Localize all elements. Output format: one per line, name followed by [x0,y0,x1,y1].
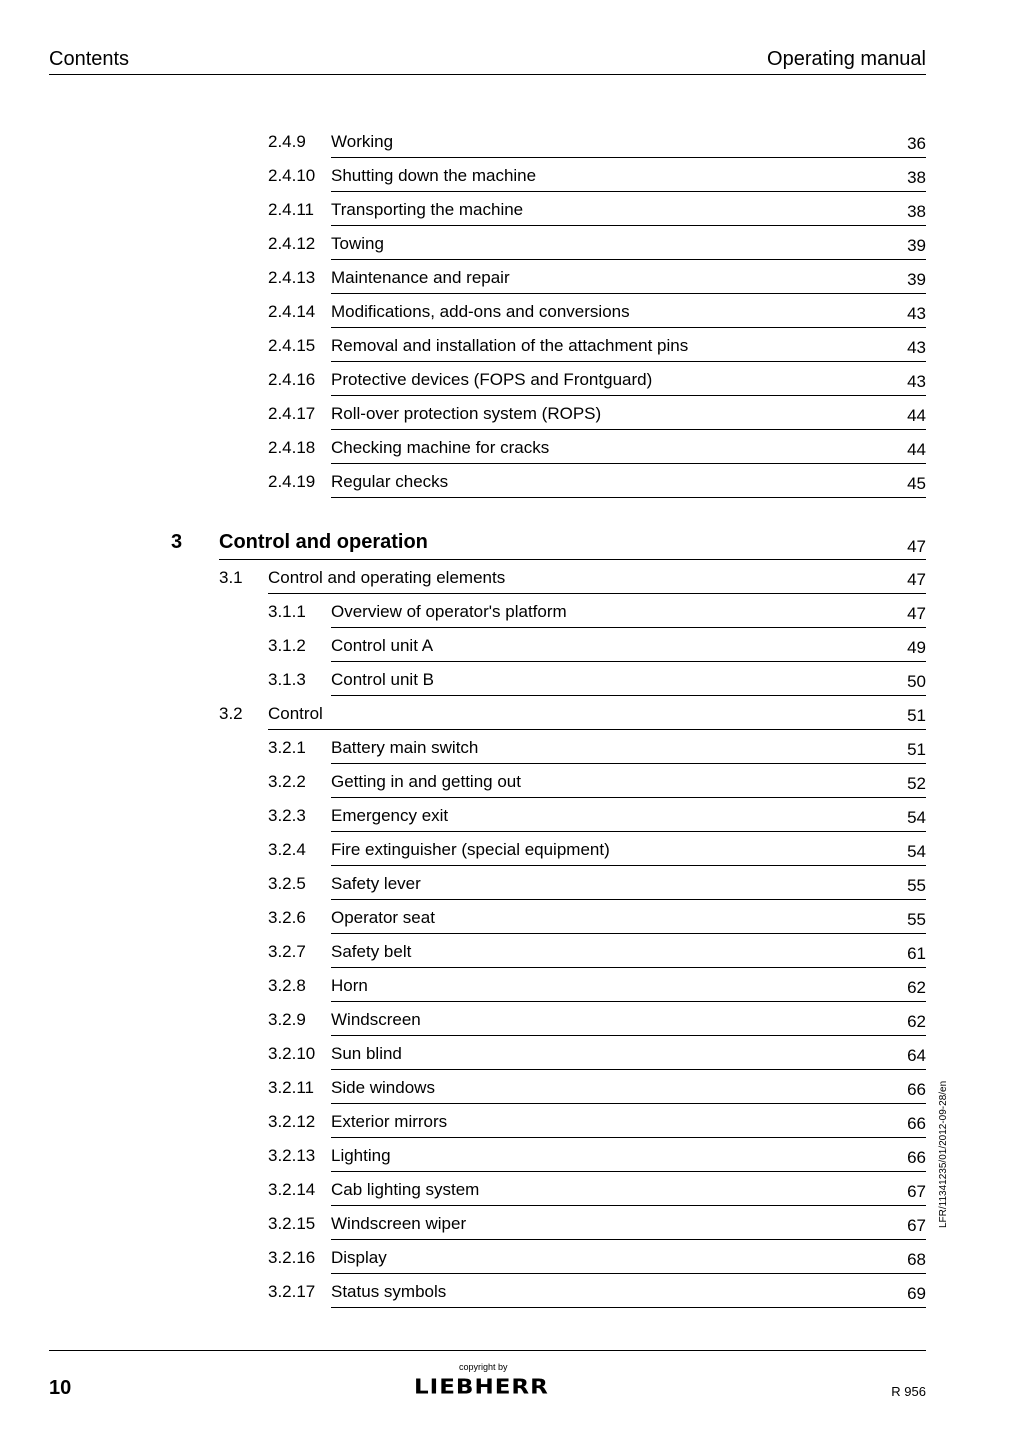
toc-entry-number: 2.4.18 [268,438,316,457]
toc-entry-number: 3.2.12 [268,1112,316,1131]
toc-entry[interactable] [268,602,926,636]
toc-entry[interactable] [268,370,926,404]
liebherr-logo: LIEBHERR [414,1375,549,1399]
header-section-title: Contents [49,48,130,70]
toc-entry-page: 62 [907,978,926,997]
toc-entry-page: 36 [907,134,926,153]
toc-entry-page: 55 [907,910,926,929]
toc-entry-number: 3.2.9 [268,1010,306,1029]
toc-entry-title: Safety belt [331,942,412,961]
toc-entry-number: 3.2.3 [268,806,306,825]
toc-entry-page: 54 [907,808,926,827]
toc-entry-title: Protective devices (FOPS and Frontguard) [331,370,653,389]
toc-entry[interactable] [268,1044,926,1078]
toc-entry-page: 66 [907,1080,926,1099]
toc-entry-line [331,200,926,226]
toc-entry-title: Operator seat [331,908,435,927]
toc-entry[interactable] [268,1078,926,1112]
toc-entry-number: 3.1 [219,568,243,587]
toc-entry-number: 3.2.15 [268,1214,316,1233]
toc-entry-page: 39 [907,236,926,255]
toc-entry-line [331,908,926,934]
toc-entry-page: 69 [907,1284,926,1303]
toc-entry-number: 3 [171,531,183,553]
toc-entry-title: Lighting [331,1146,391,1165]
toc-entry[interactable] [268,738,926,772]
toc-entry-line [331,370,926,396]
toc-entry-title: Battery main switch [331,738,479,757]
toc-entry-title: Display [331,1248,387,1267]
toc-entry-line [331,404,926,430]
toc-entry-page: 43 [907,372,926,391]
toc-entry-title: Control and operation [219,531,428,553]
toc-entry-number: 3.2.16 [268,1248,316,1267]
toc-entry[interactable] [268,234,926,268]
toc-entry-title: Exterior mirrors [331,1112,448,1131]
toc-entry-line [331,976,926,1002]
toc-entry-number: 2.4.16 [268,370,316,389]
toc-entry[interactable] [219,704,926,738]
toc-entry-page: 67 [907,1216,926,1235]
toc-entry-title: Control [268,704,323,723]
toc-entry[interactable] [268,1180,926,1214]
toc-entry-number: 3.2 [219,704,243,723]
toc-entry[interactable] [219,568,926,602]
toc-entry[interactable] [268,806,926,840]
toc-entry-title: Towing [331,234,384,253]
toc-entry-number: 3.2.17 [268,1282,316,1301]
toc-entry-page: 54 [907,842,926,861]
toc-entry-number: 2.4.14 [268,302,316,321]
toc-entry-page: 43 [907,338,926,357]
toc-entry-line [331,1010,926,1036]
toc-entry[interactable] [268,166,926,200]
toc-entry-page: 38 [907,202,926,221]
toc-entry-page: 66 [907,1148,926,1167]
toc-entry-line [331,336,926,362]
toc-entry-page: 49 [907,638,926,657]
toc-entry-number: 3.2.14 [268,1180,316,1199]
model-number: R 956 [891,1384,926,1399]
toc-entry-number: 3.2.5 [268,874,306,893]
toc-entry-number: 3.2.4 [268,840,306,859]
toc-entry-page: 47 [907,604,926,623]
toc-entry-page: 64 [907,1046,926,1065]
toc-entry-number: 3.2.8 [268,976,306,995]
toc-entry-number: 3.2.7 [268,942,306,961]
toc-entry-page: 55 [907,876,926,895]
toc-entry[interactable] [268,840,926,874]
toc-entry[interactable] [171,531,926,565]
toc-entry-line [331,1180,926,1206]
toc-entry-title: Working [331,132,394,151]
toc-entry-number: 3.1.1 [268,602,306,621]
page-number: 10 [49,1377,72,1399]
toc-entry-line [331,670,926,696]
toc-entry-line [331,738,926,764]
toc-entry-page: 39 [907,270,926,289]
toc-entry-line [331,472,926,498]
toc-entry-title: Horn [331,976,368,995]
toc-entry-page: 47 [907,537,926,556]
toc-entry[interactable] [268,976,926,1010]
toc-entry[interactable] [268,200,926,234]
toc-entry[interactable] [268,1146,926,1180]
toc-entry-line [331,942,926,968]
toc-entry-title: Maintenance and repair [331,268,510,287]
toc-entry-number: 2.4.15 [268,336,316,355]
toc-entry-line [331,438,926,464]
toc-entry-page: 44 [907,440,926,459]
toc-entry-title: Control unit A [331,636,434,655]
toc-entry-number: 2.4.13 [268,268,316,287]
toc-entry-line [331,1214,926,1240]
toc-entry-page: 38 [907,168,926,187]
toc-entry-line [331,1078,926,1104]
toc-entry-line [331,1282,926,1308]
toc-entry[interactable] [268,1282,926,1316]
toc-entry-number: 3.2.10 [268,1044,316,1063]
toc-entry-line [331,302,926,328]
toc-entry[interactable] [268,1112,926,1146]
toc-entry[interactable] [268,772,926,806]
toc-entry-number: 2.4.10 [268,166,316,185]
toc-entry-line [219,531,926,560]
toc-entry[interactable] [268,942,926,976]
toc-entry-title: Modifications, add-ons and conversions [331,302,630,321]
toc-entry-title: Roll-over protection system (ROPS) [331,404,602,423]
toc-entry-title: Fire extinguisher (special equipment) [331,840,610,859]
toc-entry-line [331,234,926,260]
toc-entry-page: 62 [907,1012,926,1031]
toc-entry-line [331,268,926,294]
toc-entry-line [331,636,926,662]
toc-entry-line [331,806,926,832]
toc-entry[interactable] [268,670,926,704]
toc-entry[interactable] [268,404,926,438]
toc-entry-title: Safety lever [331,874,421,893]
toc-entry[interactable] [268,472,926,506]
toc-entry-number: 2.4.12 [268,234,316,253]
toc-entry[interactable] [268,1248,926,1282]
toc-entry-title: Regular checks [331,472,449,491]
toc-entry-title: Control and operating elements [268,568,506,587]
toc-entry-title: Cab lighting system [331,1180,480,1199]
header-document-title: Operating manual [767,48,926,70]
toc-entry-page: 51 [907,706,926,725]
toc-entry-title: Side windows [331,1078,435,1097]
toc-entry-page: 68 [907,1250,926,1269]
toc-entry-title: Overview of operator's platform [331,602,567,621]
toc-entry[interactable] [268,908,926,942]
toc-entry-title: Windscreen [331,1010,421,1029]
toc-entry-title: Control unit B [331,670,434,689]
toc-entry[interactable] [268,1214,926,1248]
toc-entry[interactable] [268,302,926,336]
toc-entry-page: 44 [907,406,926,425]
toc-entry-page: 61 [907,944,926,963]
toc-entry-title: Windscreen wiper [331,1214,467,1233]
toc-entry[interactable] [268,636,926,670]
toc-entry-title: Getting in and getting out [331,772,521,791]
toc-entry-line [331,840,926,866]
toc-entry-number: 2.4.17 [268,404,316,423]
toc-entry[interactable] [268,874,926,908]
toc-entry-line [331,874,926,900]
toc-entry-title: Emergency exit [331,806,449,825]
toc-entry[interactable] [268,336,926,370]
document-reference: LFR/11341235/01/2012-09-28/en [938,1080,949,1228]
toc-entry-line [331,1146,926,1172]
toc-entry-page: 52 [907,774,926,793]
toc-entry-line [331,132,926,158]
toc-entry-page: 43 [907,304,926,323]
toc-entry-page: 47 [907,570,926,589]
toc-entry-page: 66 [907,1114,926,1133]
toc-entry[interactable] [268,132,926,166]
toc-entry-title: Status symbols [331,1282,447,1301]
toc-entry-number: 3.1.3 [268,670,306,689]
toc-entry-title: Transporting the machine [331,200,524,219]
toc-entry-line [331,1044,926,1070]
footer-divider [49,1350,926,1351]
toc-entry-line [331,772,926,798]
toc-entry-title: Shutting down the machine [331,166,537,185]
toc-entry[interactable] [268,438,926,472]
toc-entry[interactable] [268,268,926,302]
toc-entry-number: 3.2.6 [268,908,306,927]
toc-entry-number: 2.4.19 [268,472,316,491]
toc-entry-number: 3.2.11 [268,1078,315,1097]
toc-entry-page: 67 [907,1182,926,1201]
toc-entry-page: 50 [907,672,926,691]
toc-entry-title: Checking machine for cracks [331,438,550,457]
toc-entry-number: 3.1.2 [268,636,306,655]
toc-entry-title: Sun blind [331,1044,402,1063]
copyright-text: copyright by [459,1362,508,1372]
toc-entry-line [331,1248,926,1274]
toc-entry-number: 3.2.1 [268,738,306,757]
toc-entry-number: 3.2.2 [268,772,306,791]
toc-entry-page: 51 [907,740,926,759]
toc-entry-page: 45 [907,474,926,493]
toc-entry-line [268,704,926,730]
toc-entry-line [331,1112,926,1138]
toc-entry-number: 2.4.11 [268,200,315,219]
toc-entry-number: 3.2.13 [268,1146,316,1165]
toc-entry-line [268,568,926,594]
toc-entry-number: 2.4.9 [268,132,306,151]
toc-entry-title: Removal and installation of the attachment pins [331,336,689,355]
toc-entry[interactable] [268,1010,926,1044]
toc-entry-line [331,166,926,192]
toc-entry-line [331,602,926,628]
